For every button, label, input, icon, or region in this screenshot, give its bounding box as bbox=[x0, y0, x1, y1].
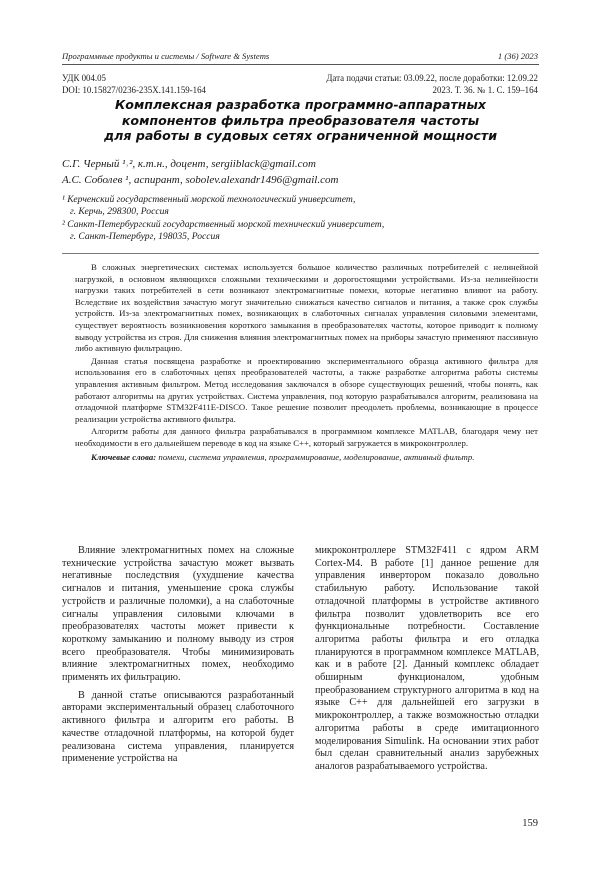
header-rule bbox=[62, 64, 539, 65]
keywords-text: помехи, система управления, программирование, моделирование, активный фильтр. bbox=[158, 451, 475, 462]
title-line: для работы в судовых сетях ограниченной мощности bbox=[103, 128, 498, 144]
abstract-paragraph: Данная статья посвящена разработке и проектированию экспериментального образца активного фильтра для использования его в слаботочных цепях преобразователей частоты, а также разработке алгоритма работы системы управления активным фильтром. Метод исследования заключался в обзоре существующих решений, чтобы понять, как работают алгоритмы на других устройствах. Система управления, под которую разрабатывался алгоритм, реализована на отладочной платформе STM32F411E-DISCO. Такое решение позволит преодолеть проблемы, возникающие в процессе реализации устройства активного фильтра. bbox=[75, 355, 538, 424]
affiliation-line: г. Керчь, 298300, Россия bbox=[70, 206, 169, 217]
running-header-issue: 1 (36) 2023 bbox=[497, 51, 538, 61]
body-right-column bbox=[315, 545, 539, 774]
submission-dates: Дата подачи статьи: 03.09.22, после доработки: 12.09.22 bbox=[326, 73, 538, 83]
author-1: С.Г. Черный ¹˒², к.т.н., доцент, sergiiblack@gmail.com bbox=[62, 158, 316, 170]
udc-code: УДК 004.05 bbox=[62, 73, 106, 83]
running-header-journal: Программные продукты и системы / Software & Systems bbox=[62, 51, 270, 61]
title-line: компонентов фильтра преобразователя частоты bbox=[121, 112, 480, 128]
keywords-label: Ключевые слова: bbox=[91, 451, 157, 462]
keywords bbox=[75, 452, 538, 464]
body-paragraph: микроконтроллере STM32F411 с ядром ARM Cortex-M4. В работе [1] данное решение для управления инвертором показало довольно стабильную работу. Использование такой отладочной платформы в устройстве активного фильтра позволит удовлетворить все его функциональные потребности. Составление алгоритма работы фильтра и его отладка планируются в программном комплексе MATLAB, как и в работе [2]. Данный комплекс обладает обширным функционалом, удобным преобразованием структурного алгоритма в код на языке C++ для дальнейшей его загрузки в микроконтроллер, а также возможностью отладки алгоритма работы в среде имитационного моделирования Simulink. На основании этих работ был сделан сравнительный анализ зарубежных аналогов разрабатываемого устройства. bbox=[315, 545, 539, 772]
abstract-paragraph: В сложных энергетических системах используется большое количество различных потребителей с нелинейной нагрузкой, в основном являющихся сложными техническими и дорогостоящими устройствами. Из-за нелинейности нагрузки таких потребителей в сети возникают электромагнитные помехи, которые негативно влияют на работу. Вследствие их воздействия зачастую могут значительно снижаться качество сигналов и питания, а также срок службы устройств. Из-за электромагнитных помех, возникающих в слаботочных сигналах управления силовыми элементами, существует вероятность возникновения короткого замыкания в преобразователях частоты, которое приводит к полному выводу устройства из строя. Для снижения влияния электромагнитных помех на приборы зачастую применяют пассивную либо активную фильтрацию. bbox=[75, 262, 538, 354]
body-left-column bbox=[62, 545, 294, 771]
body-paragraph: Влияние электромагнитных помех на сложные технические устройства зачастую может вызвать негативные последствия (ухудшение качества сигналов и питания, уменьшение срока службы устройств и различные поломки), а на слаботочные сигналы управления силовыми ключами в преобразователях частоты может привести к короткому замыканию и полному выводу из строя всего преобразователя. Чтобы минимизировать влияние электромагнитных помех, необходимо применять их фильтрацию. bbox=[62, 545, 294, 684]
title-line: Комплексная разработка программно-аппаратных bbox=[115, 97, 486, 112]
page-number: 159 bbox=[522, 818, 538, 829]
body-paragraph: В данной статье описываются разработанный авторами экспериментальный образец слаботочного активного фильтра и алгоритм его работы. В качестве отладочной платформы, на которой будет реализована система управления, планируется применение устройства на bbox=[62, 689, 294, 765]
affiliation-line: ¹ Керченский государственный морской технологический университет, bbox=[62, 194, 356, 205]
abstract-top-rule bbox=[62, 253, 539, 254]
author-2: А.С. Соболев ¹, аспирант, sobolev.alexandr1496@gmail.com bbox=[62, 174, 339, 186]
affiliation-line: ² Санкт-Петербургский государственный морской технический университет, bbox=[62, 219, 385, 230]
abstract bbox=[75, 262, 538, 463]
volume-info: 2023. Т. 36. № 1. С. 159–164 bbox=[432, 85, 538, 95]
article-title bbox=[62, 97, 539, 144]
abstract-paragraph: Алгоритм работы для данного фильтра разрабатывался в программном комплексе MATLAB, благодаря чему нет необходимости в его дальнейшем переводе в код на языке C++, который загружается в микроконтроллер. bbox=[75, 426, 538, 448]
doi: DOI: 10.15827/0236-235X.141.159-164 bbox=[62, 85, 206, 95]
affiliation-line: г. Санкт-Петербург, 198035, Россия bbox=[70, 231, 220, 242]
